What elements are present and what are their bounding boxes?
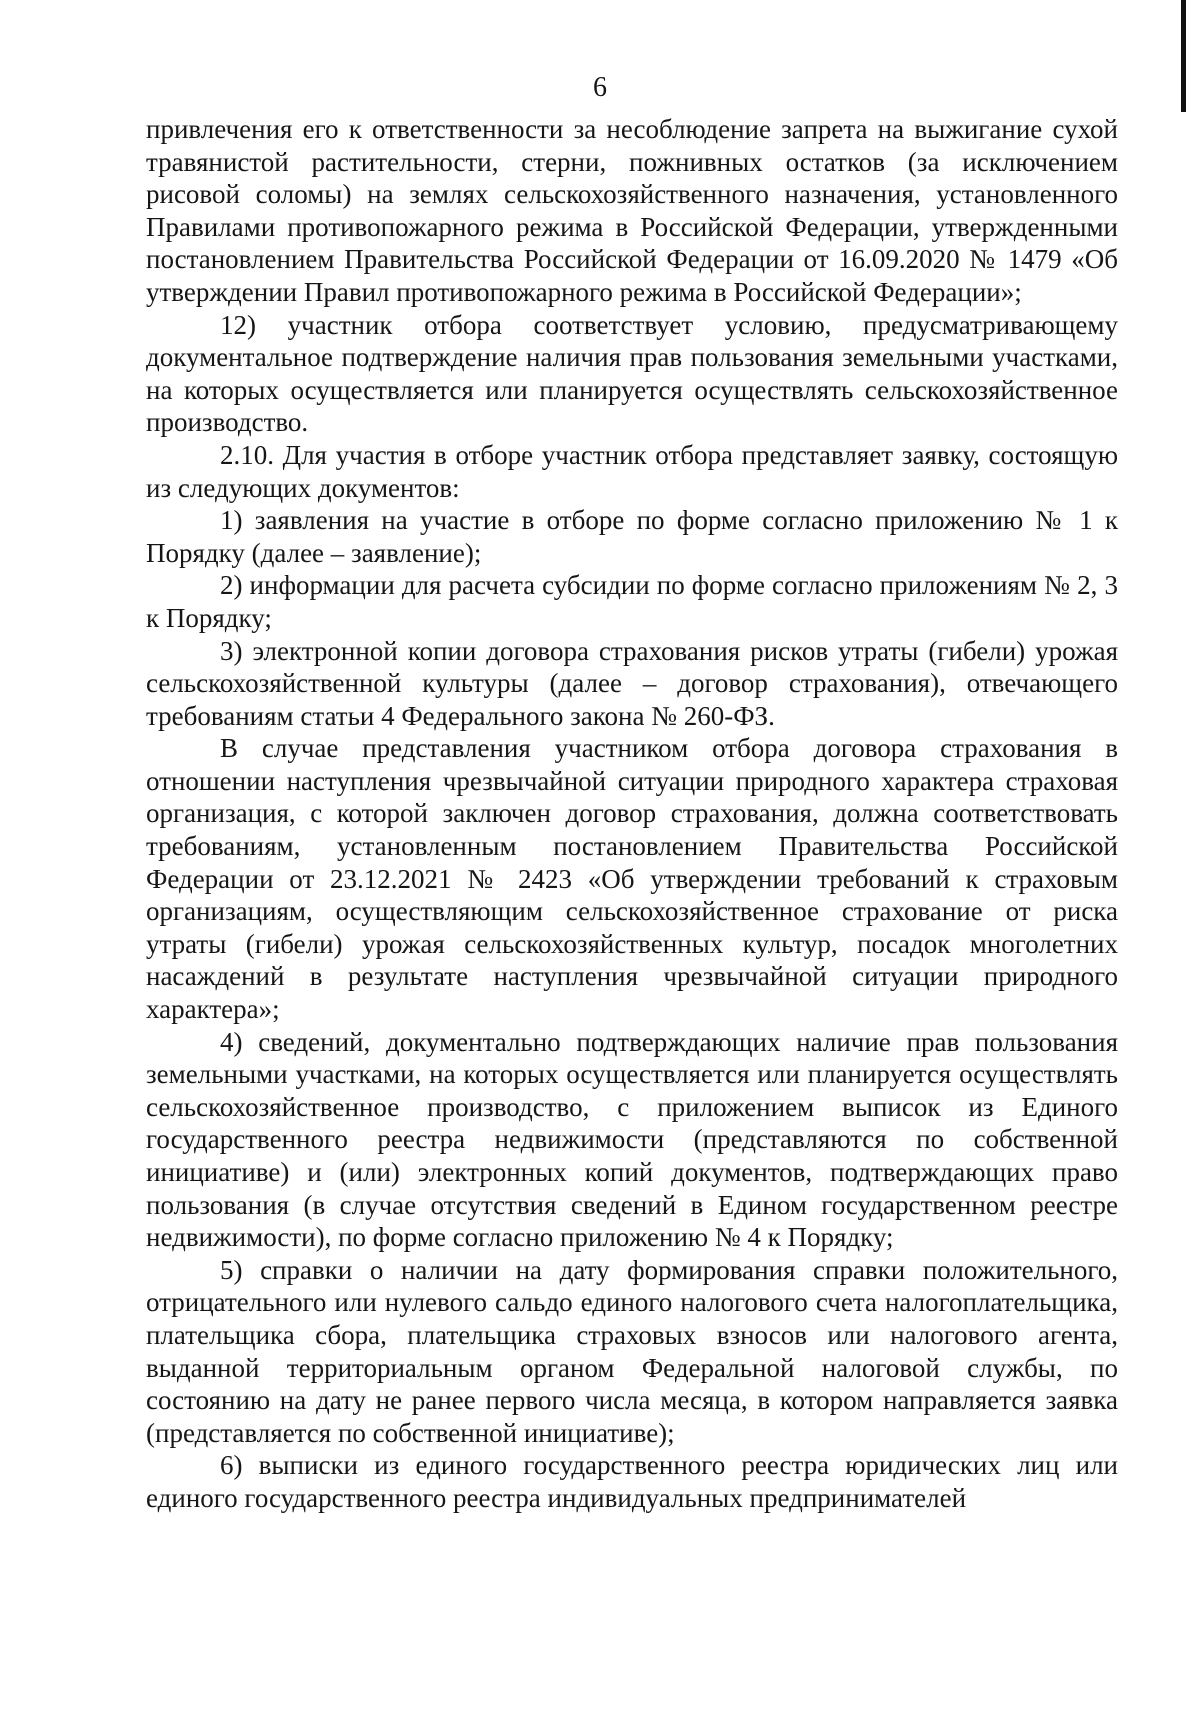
paragraph-item-3: 3) электронной копии договора страхования рисков утраты (гибели) урожая сельскохозяйственной культуры (далее – договор страхования), отвечающего требованиям статьи 4 Федерального закона № 260-ФЗ. <box>146 635 1118 731</box>
paragraph-item-5: 5) справки о наличии на дату формирования справки положительного, отрицательного или нулевого сальдо единого налогового счета налогоплательщика, плательщика сбора, плательщика страховых взносов или налогового агента, выданной территориальным органом Федеральной налоговой службы, по состоянию на дату не ранее первого числа месяца, в котором направляется заявка (представляется по собственной инициативе); <box>146 1254 1118 1448</box>
paragraph-item-2: 2) информации для расчета субсидии по форме согласно приложениям № 2, 3 к Порядку; <box>146 570 1118 633</box>
paragraph-insurance-case: В случае представления участником отбора договора страхования в отношении наступления чрезвычайной ситуации природного характера страховая организация, с которой заключен договор страхования, должна соответствовать требованиям, установленным постановлением Правительства Российской Федерации от 23.12.2021 № 2423 «Об утверждении требований к страховым организациям, осуществляющим сельскохозяйственное страхование от риска утраты (гибели) урожая сельскохозяйственных культур, посадок многолетних насаждений в результате наступления чрезвычайной ситуации природного характера»; <box>146 733 1118 1025</box>
paragraph-item-12: 12) участник отбора соответствует условию, предусматривающему документальное подтверждение наличия прав пользования земельными участками, на которых осуществляется или планируется осуществлять сельскохозяйственное производство. <box>146 309 1118 438</box>
paragraph-item-4: 4) сведений, документально подтверждающих наличие прав пользования земельными участками, на которых осуществляется или планируется осуществлять сельскохозяйственное производство, с приложением выписок из Единого государственного реестра недвижимости (представляются по собственной инициативе) и (или) электронных копий документов, подтверждающих право пользования (в случае отсутствия сведений в Едином государственном реестре недвижимости), по форме согласно приложению № 4 к Порядку; <box>146 1026 1118 1253</box>
paragraph-item-1: 1) заявления на участие в отборе по форме согласно приложению № 1 к Порядку (далее – заявление); <box>146 505 1118 568</box>
paragraph-continuation: привлечения его к ответственности за несоблюдение запрета на выжигание сухой травянистой растительности, стерни, пожнивных остатков (за исключением рисовой соломы) на землях сельскохозяйственного назначения, установленного Правилами противопожарного режима в Российской Федерации, утвержденными постановлением Правительства Российской Федерации от 16.09.2020 № 1479 «Об утверждении Правил противопожарного режима в Российской Федерации»; <box>146 114 1118 307</box>
document-body <box>146 113 1118 1515</box>
page-number: 6 <box>593 72 607 103</box>
paragraph-item-6: 6) выписки из единого государственного реестра юридических лиц или единого государственного реестра индивидуальных предпринимателей <box>146 1450 1118 1513</box>
paragraph-section-2-10: 2.10. Для участия в отборе участник отбора представляет заявку, состоящую из следующих документов: <box>146 439 1118 503</box>
